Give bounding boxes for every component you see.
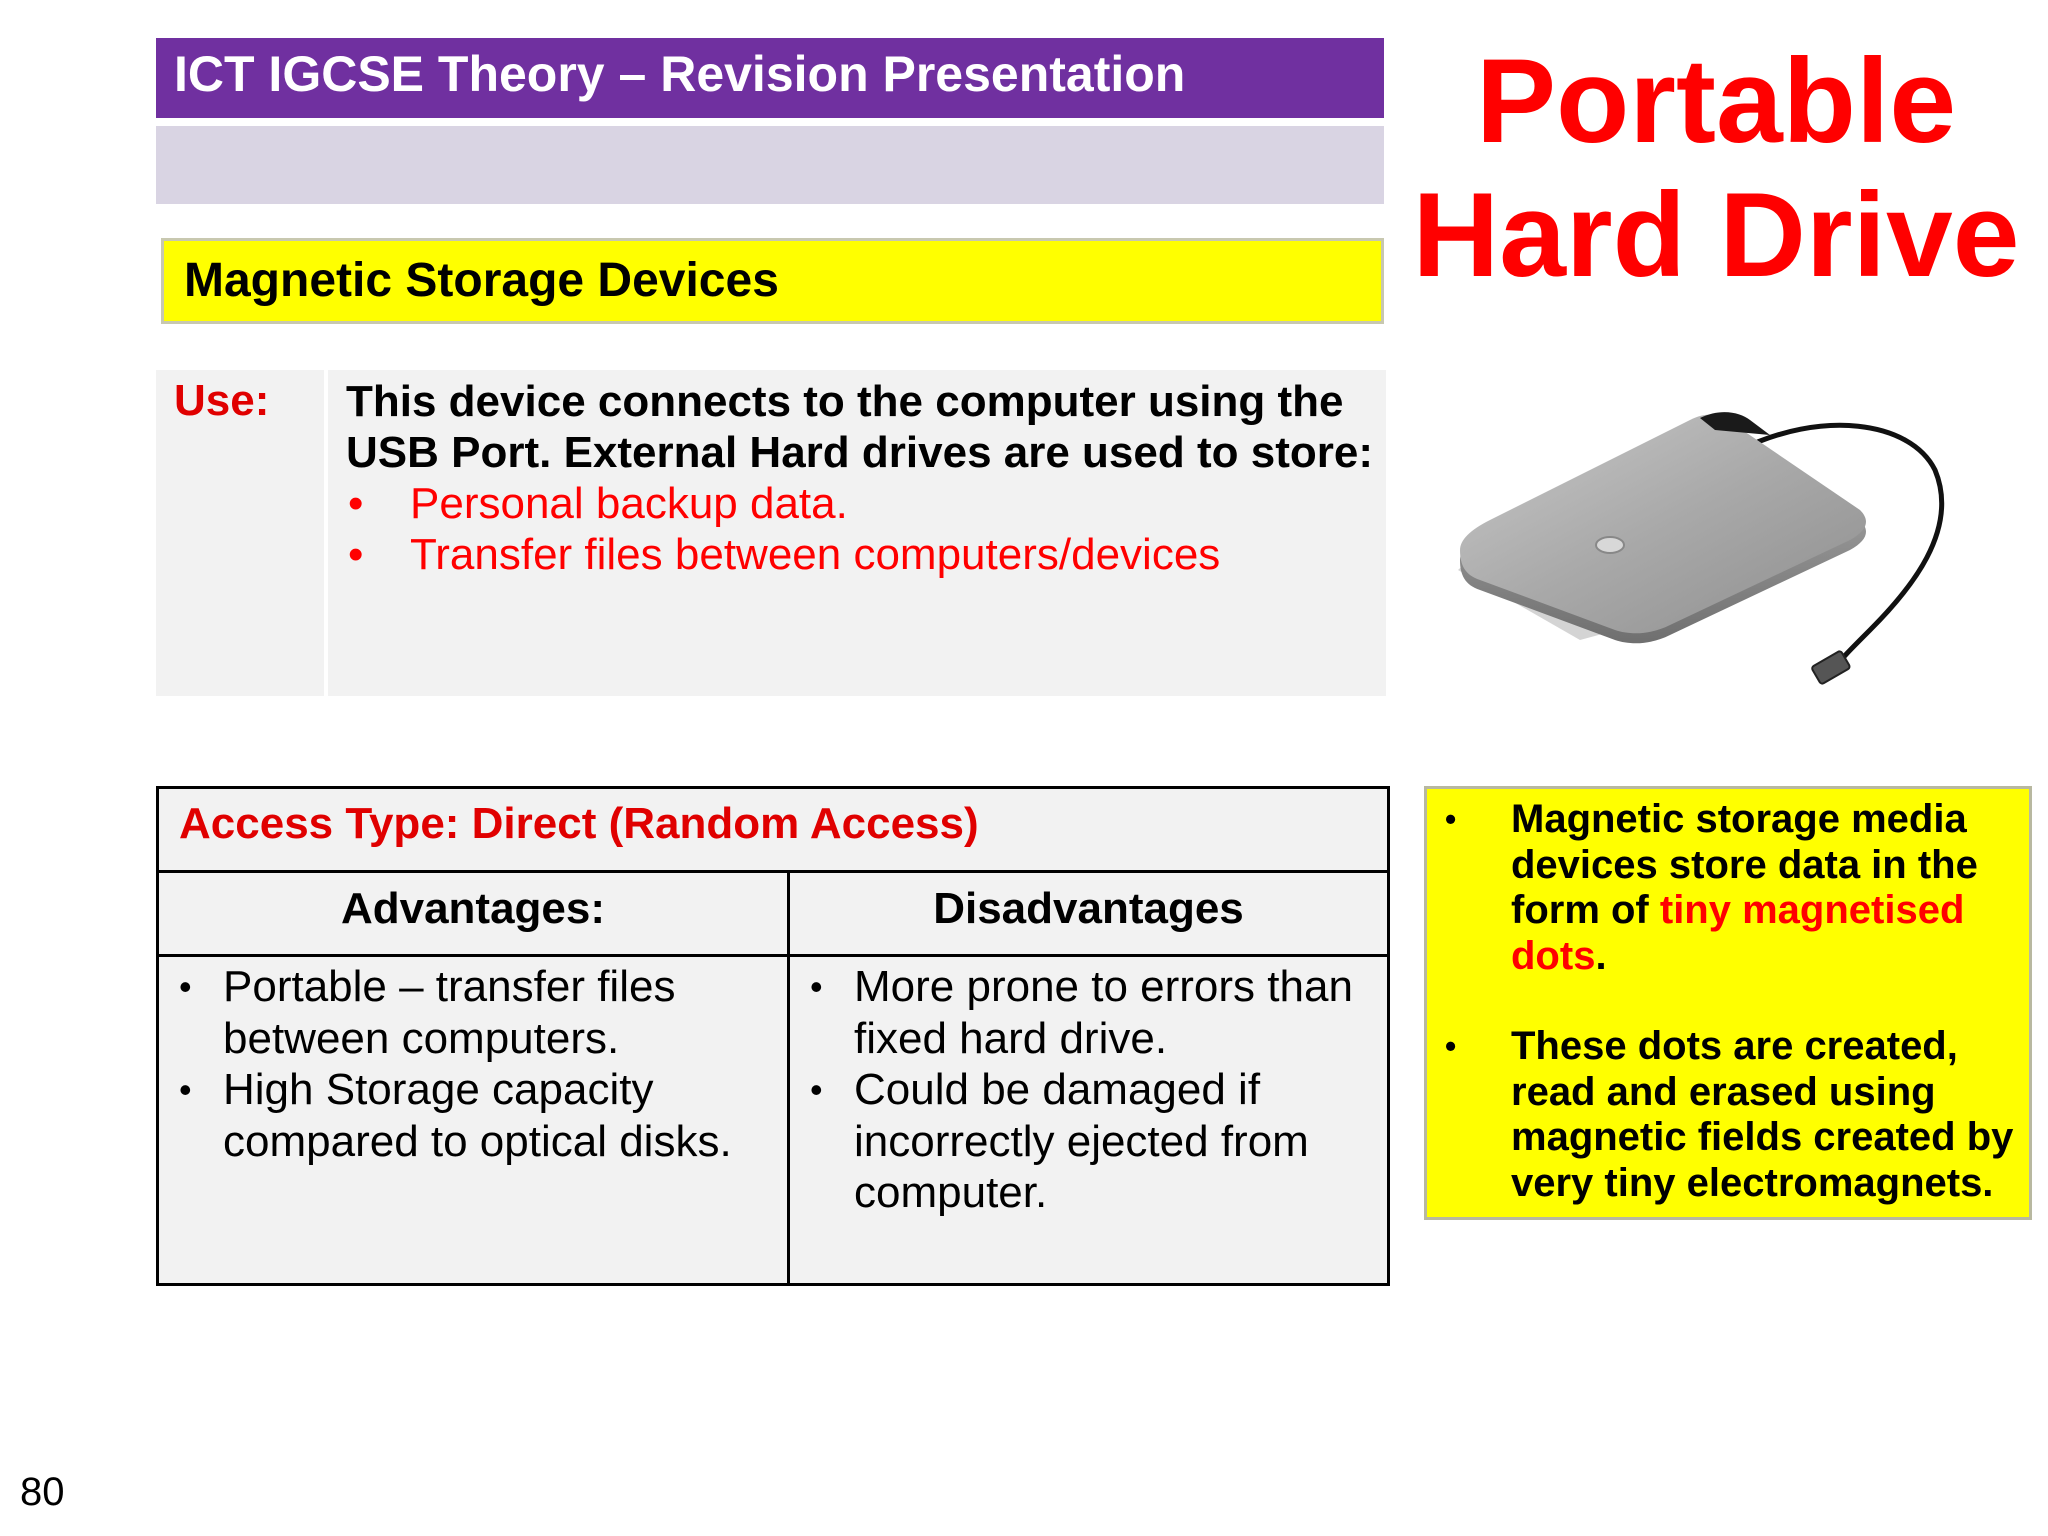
bullet-icon: • bbox=[810, 1069, 823, 1110]
disadvantages-list bbox=[790, 961, 1387, 1219]
presentation-title: ICT IGCSE Theory – Revision Presentation bbox=[174, 46, 1186, 102]
table-header-row bbox=[159, 873, 1387, 957]
list-item: • Could be damaged if incorrectly ejected from computer. bbox=[810, 1065, 1309, 1217]
slide-title bbox=[1396, 34, 2036, 302]
list-item: • High Storage capacity compared to optical disks. bbox=[179, 1065, 732, 1166]
use-label: Use: bbox=[174, 376, 270, 425]
page-number: 80 bbox=[20, 1470, 65, 1514]
list-item: • Portable – transfer files between computers. bbox=[179, 962, 676, 1063]
portable-hard-drive-image bbox=[1440, 390, 1960, 690]
section-title-text: Magnetic Storage Devices bbox=[184, 254, 779, 307]
list-item: • More prone to errors than fixed hard drive. bbox=[810, 962, 1353, 1063]
slide-title-line1: Portable bbox=[1475, 34, 1957, 168]
bullet-icon: • bbox=[179, 1069, 192, 1110]
bullet-icon: • bbox=[179, 966, 192, 1007]
bullet-icon: • bbox=[1445, 801, 1457, 837]
info-box bbox=[1424, 786, 2032, 1220]
highlighted-term: tiny magnetised dots bbox=[1511, 888, 1965, 978]
presentation-title-bar bbox=[156, 38, 1384, 118]
bullet-icon: • bbox=[348, 530, 364, 579]
use-table bbox=[156, 370, 1386, 696]
use-description bbox=[346, 376, 1376, 580]
access-type-row: Access Type: Direct (Random Access) bbox=[159, 789, 1387, 873]
section-title bbox=[161, 238, 1384, 324]
use-bullet: • Personal backup data. bbox=[348, 479, 848, 528]
info-bullet: • These dots are created, read and erased using magnetic fields created by very tiny electromagnets. bbox=[1445, 1024, 2014, 1205]
use-bullet-list bbox=[346, 478, 1376, 580]
bullet-icon: • bbox=[348, 479, 364, 528]
disadvantages-header: Disadvantages bbox=[933, 884, 1244, 933]
advantages-header: Advantages: bbox=[340, 884, 606, 933]
advantages-cell bbox=[159, 961, 779, 1167]
info-bullet: • Magnetic storage media devices store data in the form of tiny magnetised dots. bbox=[1445, 797, 1978, 978]
access-table bbox=[156, 786, 1390, 1286]
bullet-icon: • bbox=[810, 966, 823, 1007]
advantages-list bbox=[159, 961, 779, 1167]
use-bullet: • Transfer files between computers/devices bbox=[348, 530, 1221, 579]
disadvantages-cell bbox=[790, 961, 1387, 1219]
subtitle-bar bbox=[156, 126, 1384, 204]
slide-title-line2: Hard Drive bbox=[1412, 168, 2020, 302]
bullet-icon: • bbox=[1445, 1028, 1457, 1064]
use-text: This device connects to the computer using the USB Port. External Hard drives are used to store: bbox=[346, 377, 1373, 477]
info-list bbox=[1427, 797, 2015, 1206]
